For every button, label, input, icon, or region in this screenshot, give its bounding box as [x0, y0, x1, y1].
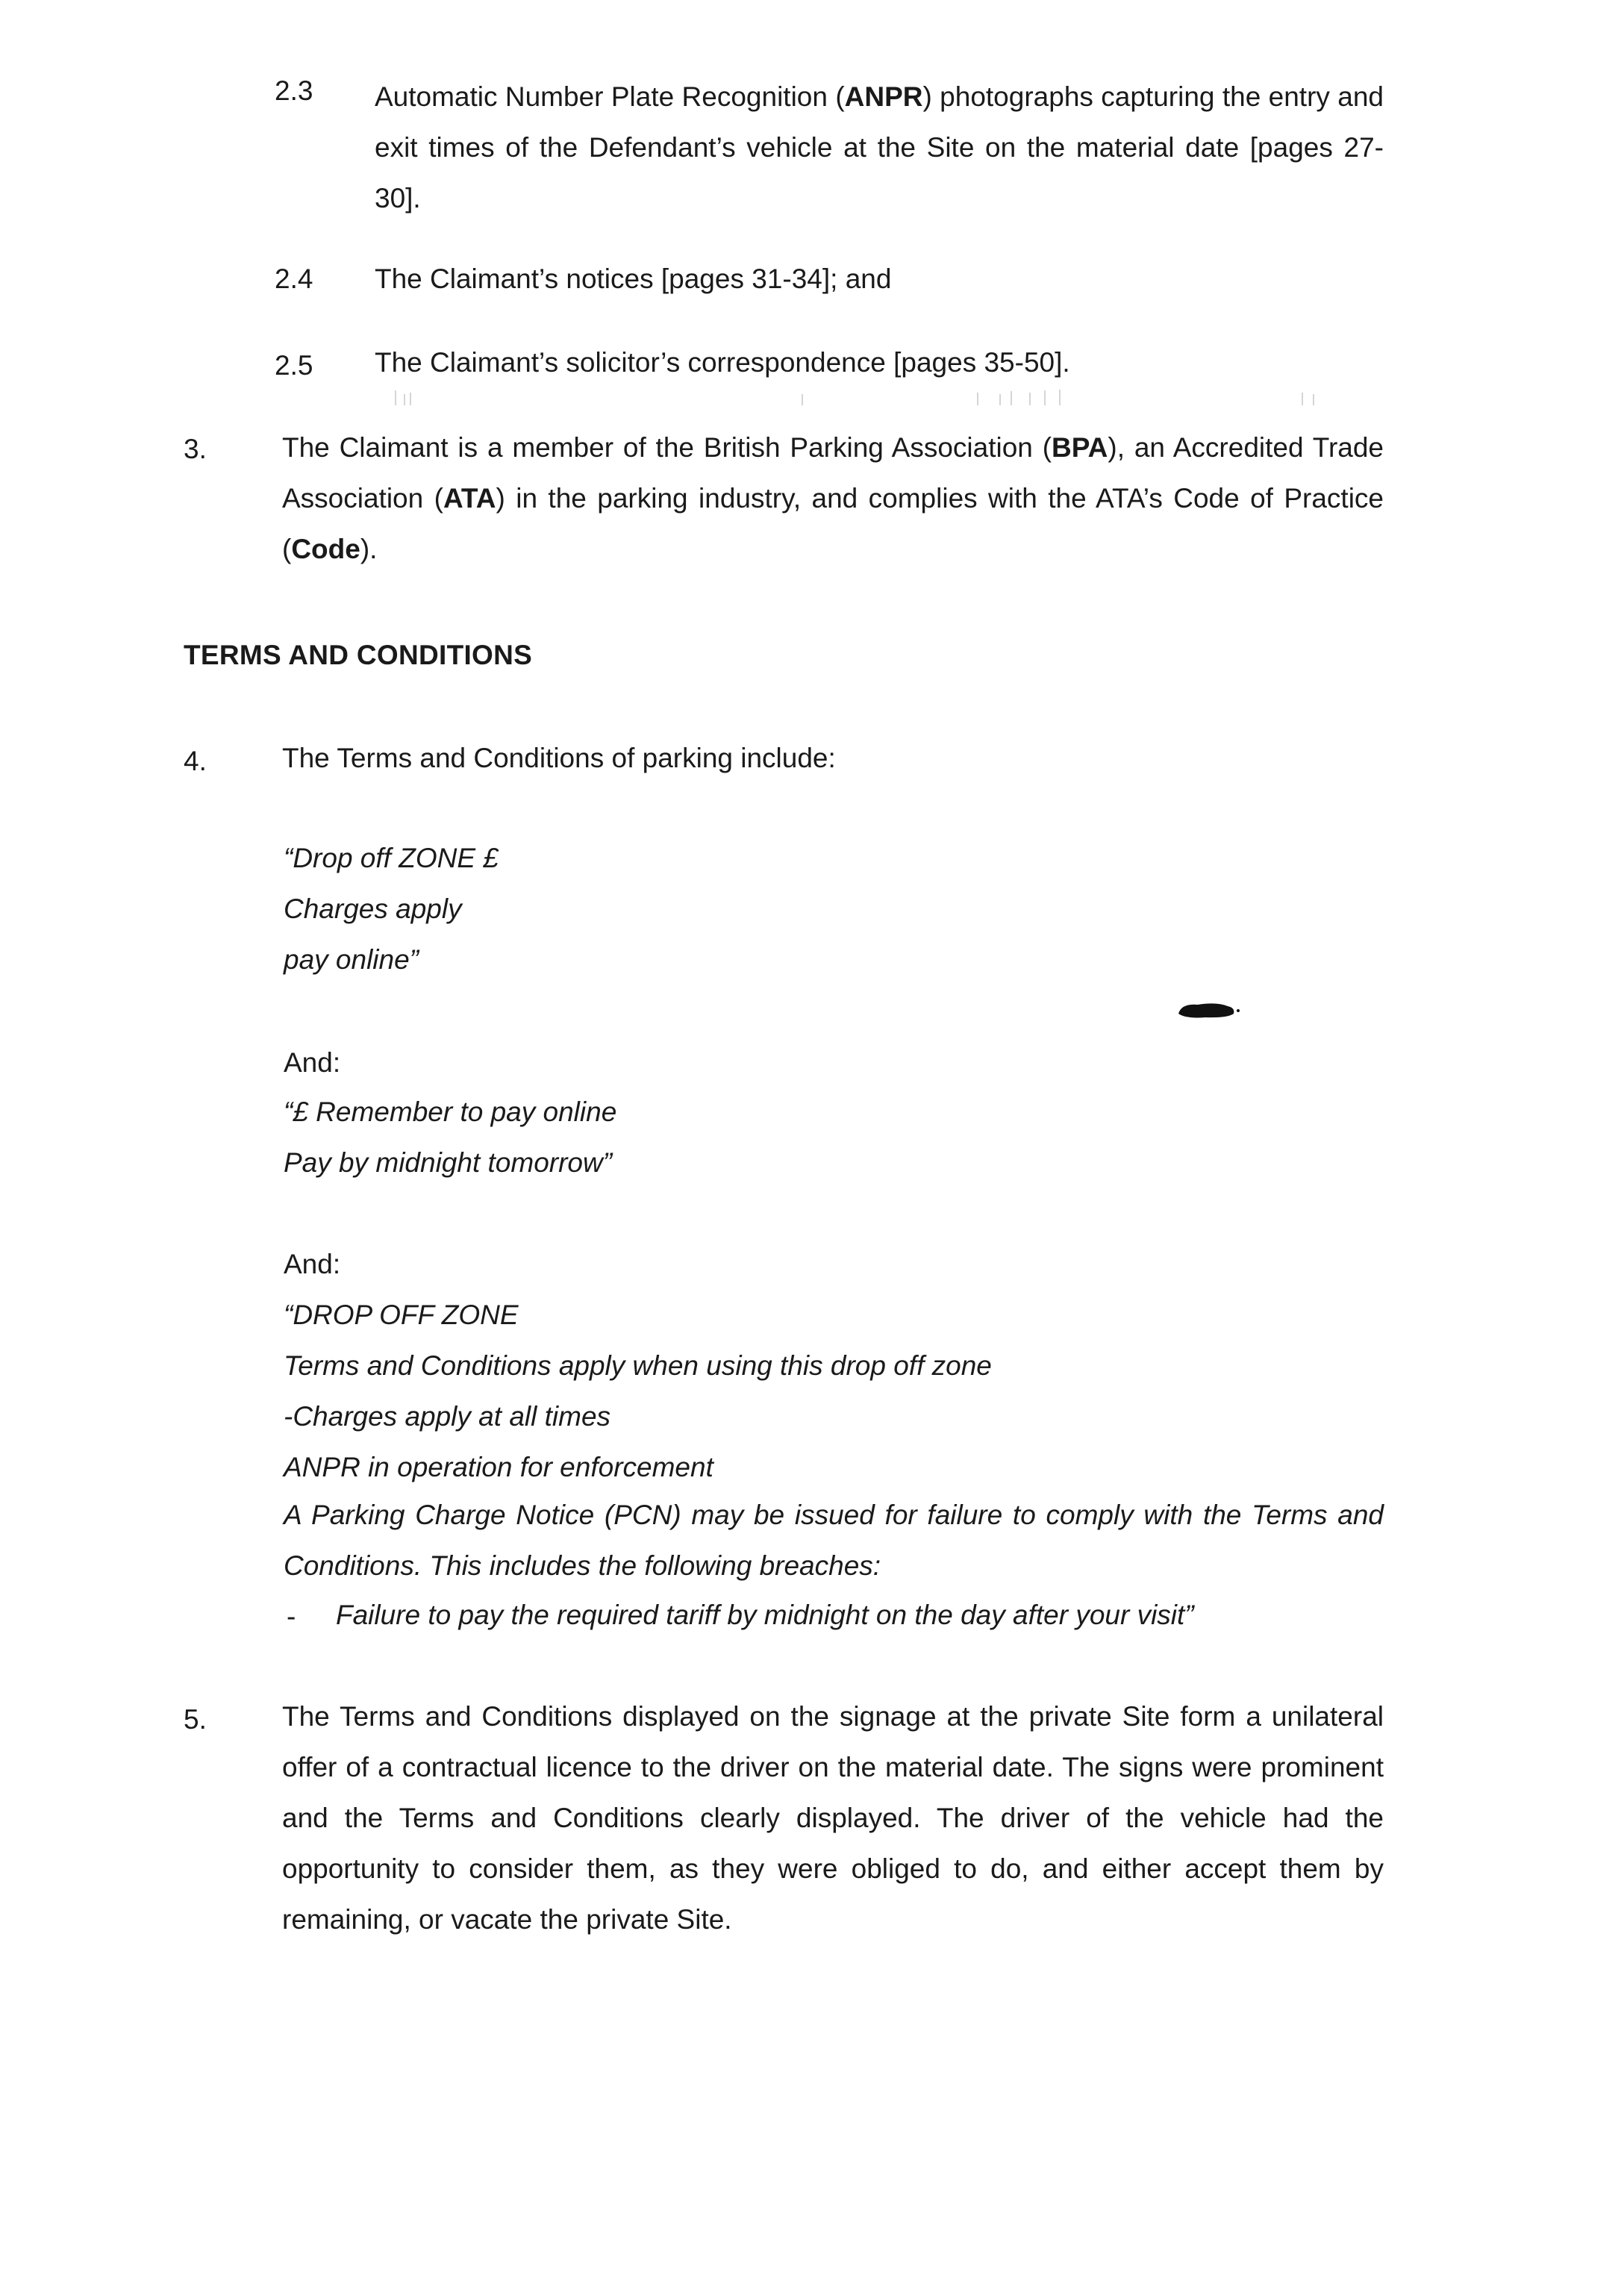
item-number-2-3: 2.3	[275, 75, 313, 106]
and-label-2: And:	[284, 1249, 341, 1279]
quote-1-line: Charges apply	[284, 893, 462, 924]
quote-3-line: Terms and Conditions apply when using this drop off zone	[284, 1350, 992, 1381]
item-number-2-4: 2.4	[275, 263, 313, 294]
quote-3-line: ANPR in operation for enforcement	[284, 1452, 713, 1482]
para-3-bold-code: Code	[291, 534, 360, 564]
quote-3-line: -Charges apply at all times	[284, 1401, 611, 1432]
quote-block-1	[284, 833, 499, 985]
quote-block-2	[284, 1087, 616, 1188]
quote-block-3	[284, 1290, 992, 1493]
and-label-1: And:	[284, 1047, 341, 1078]
para-3-text-part-1: The Claimant is a member of the British Parking Association (	[282, 432, 1052, 463]
para-3-bold-bpa: BPA	[1052, 432, 1108, 463]
item-2-3-text-start: Automatic Number Plate Recognition (	[375, 81, 845, 112]
para-number-5: 5.	[184, 1704, 207, 1735]
section-heading-terms: TERMS AND CONDITIONS	[184, 640, 533, 670]
para-3-text	[282, 422, 1384, 575]
scan-artifact-marks	[388, 387, 1358, 409]
quote-1-line: “Drop off ZONE £	[284, 843, 499, 873]
para-4-text: The Terms and Conditions of parking include:	[282, 743, 836, 773]
ink-smudge-mark	[1175, 999, 1243, 1021]
para-number-3: 3.	[184, 434, 207, 464]
item-2-3-text-end: ) photographs capturing the entry and exit times of the Defendant’s vehicle at the Site on the material date [pages 27-30].	[375, 81, 1384, 213]
para-3-bold-ata: ATA	[443, 483, 496, 514]
quote-2-line: Pay by midnight tomorrow”	[284, 1147, 613, 1178]
quote-1-line: pay online”	[284, 944, 419, 975]
para-3-text-part-2: ), an Accredited Trade Association (	[282, 432, 1384, 514]
para-3-text-part-4: ).	[360, 534, 378, 564]
para-number-4: 4.	[184, 746, 207, 776]
item-2-3-bold-anpr: ANPR	[844, 81, 923, 112]
item-2-5-text: The Claimant’s solicitor’s correspondence [pages 35-50].	[375, 347, 1070, 378]
quote-3-bullet-marker: -	[287, 1601, 296, 1632]
item-2-4-text: The Claimant’s notices [pages 31-34]; and	[375, 263, 892, 294]
item-2-3-text	[375, 72, 1384, 224]
quote-2-line: “£ Remember to pay online	[284, 1096, 617, 1127]
quote-3-paragraph: A Parking Charge Notice (PCN) may be issued for failure to comply with the Terms and Conditions. This includes the following breaches:	[284, 1500, 1384, 1581]
para-3-text-part-3: ) in the parking industry, and complies with the ATA’s Code of Practice (	[282, 483, 1384, 564]
item-number-2-5: 2.5	[275, 350, 313, 381]
quote-3-line: “DROP OFF ZONE	[284, 1300, 519, 1330]
para-5-text: The Terms and Conditions displayed on the signage at the private Site form a unilateral offer of a contractual licence to the driver on the material date. The signs were prominent and the Terms and Conditions clearly displayed. The driver of the vehicle had the opportunity to consider them, as they were obliged to do, and either accept them by remaining, or vacate the private Site.	[282, 1701, 1384, 1935]
quote-3-bullet-text: Failure to pay the required tariff by midnight on the day after your visit”	[336, 1600, 1194, 1630]
